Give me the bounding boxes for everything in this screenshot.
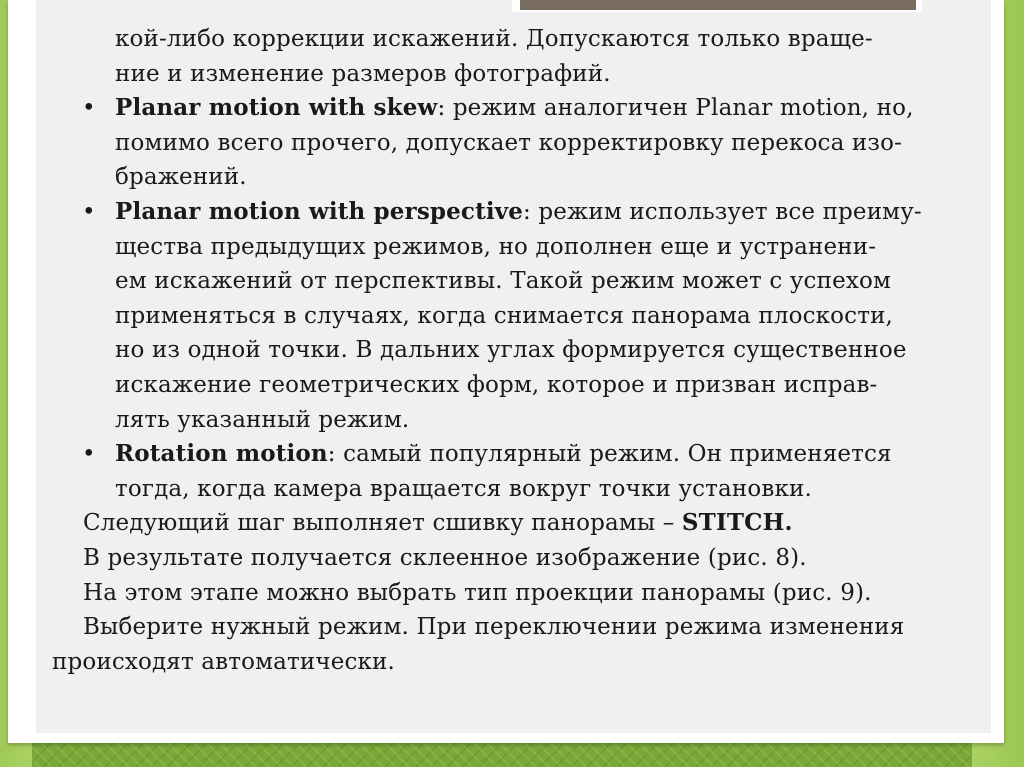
bullet-icon: •: [82, 95, 96, 122]
text-fragment: : режим использует все преиму-: [523, 198, 922, 225]
text-line: На этом этапе можно выбрать тип проекции панорамы (рис. 9).: [83, 579, 872, 606]
text-line: происходят автоматически.: [52, 648, 395, 675]
bullet-item-planar-skew: [52, 91, 982, 126]
text-line: помимо всего прочего, допускает корректировку перекоса изо-: [115, 129, 903, 156]
text-fragment: : самый популярный режим. Он применяется: [327, 441, 892, 468]
text-fragment: Следующий шаг выполняет сшивку панорамы –: [83, 510, 682, 537]
text-line: лять указанный режим.: [115, 406, 410, 433]
text-line: кой-либо коррекции искажений. Допускаются только враще-: [115, 26, 873, 52]
term-planar-perspective: Planar motion with perspective: [115, 197, 524, 225]
page-text: [52, 22, 982, 679]
bullet-icon: •: [82, 198, 96, 225]
text-line: но из одной точки. В дальних углах формируется существенное: [115, 337, 907, 364]
text-line: тогда, когда камера вращается вокруг точки установки.: [115, 475, 812, 502]
bullet-item-rotation: [52, 437, 982, 472]
text-line: В результате получается склеенное изображение (рис. 8).: [83, 544, 807, 571]
text-line: ние и изменение размеров фотографий.: [115, 60, 611, 87]
text-line: щества предыдущих режимов, но дополнен еще и устранени-: [115, 233, 877, 260]
text-line: ем искажений от перспективы. Такой режим может с успехом: [115, 268, 891, 295]
term-rotation: Rotation motion: [115, 440, 328, 468]
text-fragment: : режим аналогичен Planar motion, но,: [437, 95, 914, 122]
text-line: Выберите нужный режим. При переключении режима изменения: [83, 614, 905, 641]
text-line: искажение геометрических форм, которое и призван исправ-: [115, 371, 878, 398]
term-planar-skew: Planar motion with skew: [115, 94, 438, 122]
top-accent-bar: [520, 0, 916, 10]
bullet-icon: •: [82, 441, 96, 468]
scanned-page: [36, 0, 991, 733]
text-line: бражений.: [115, 164, 247, 191]
text-line: применяться в случаях, когда снимается панорама плоскости,: [115, 302, 894, 329]
slide-content-frame: [8, 0, 1004, 743]
stitch-term: STITCH.: [681, 509, 793, 537]
bullet-item-planar-perspective: [52, 195, 982, 230]
text-line-stitch: [52, 506, 982, 541]
